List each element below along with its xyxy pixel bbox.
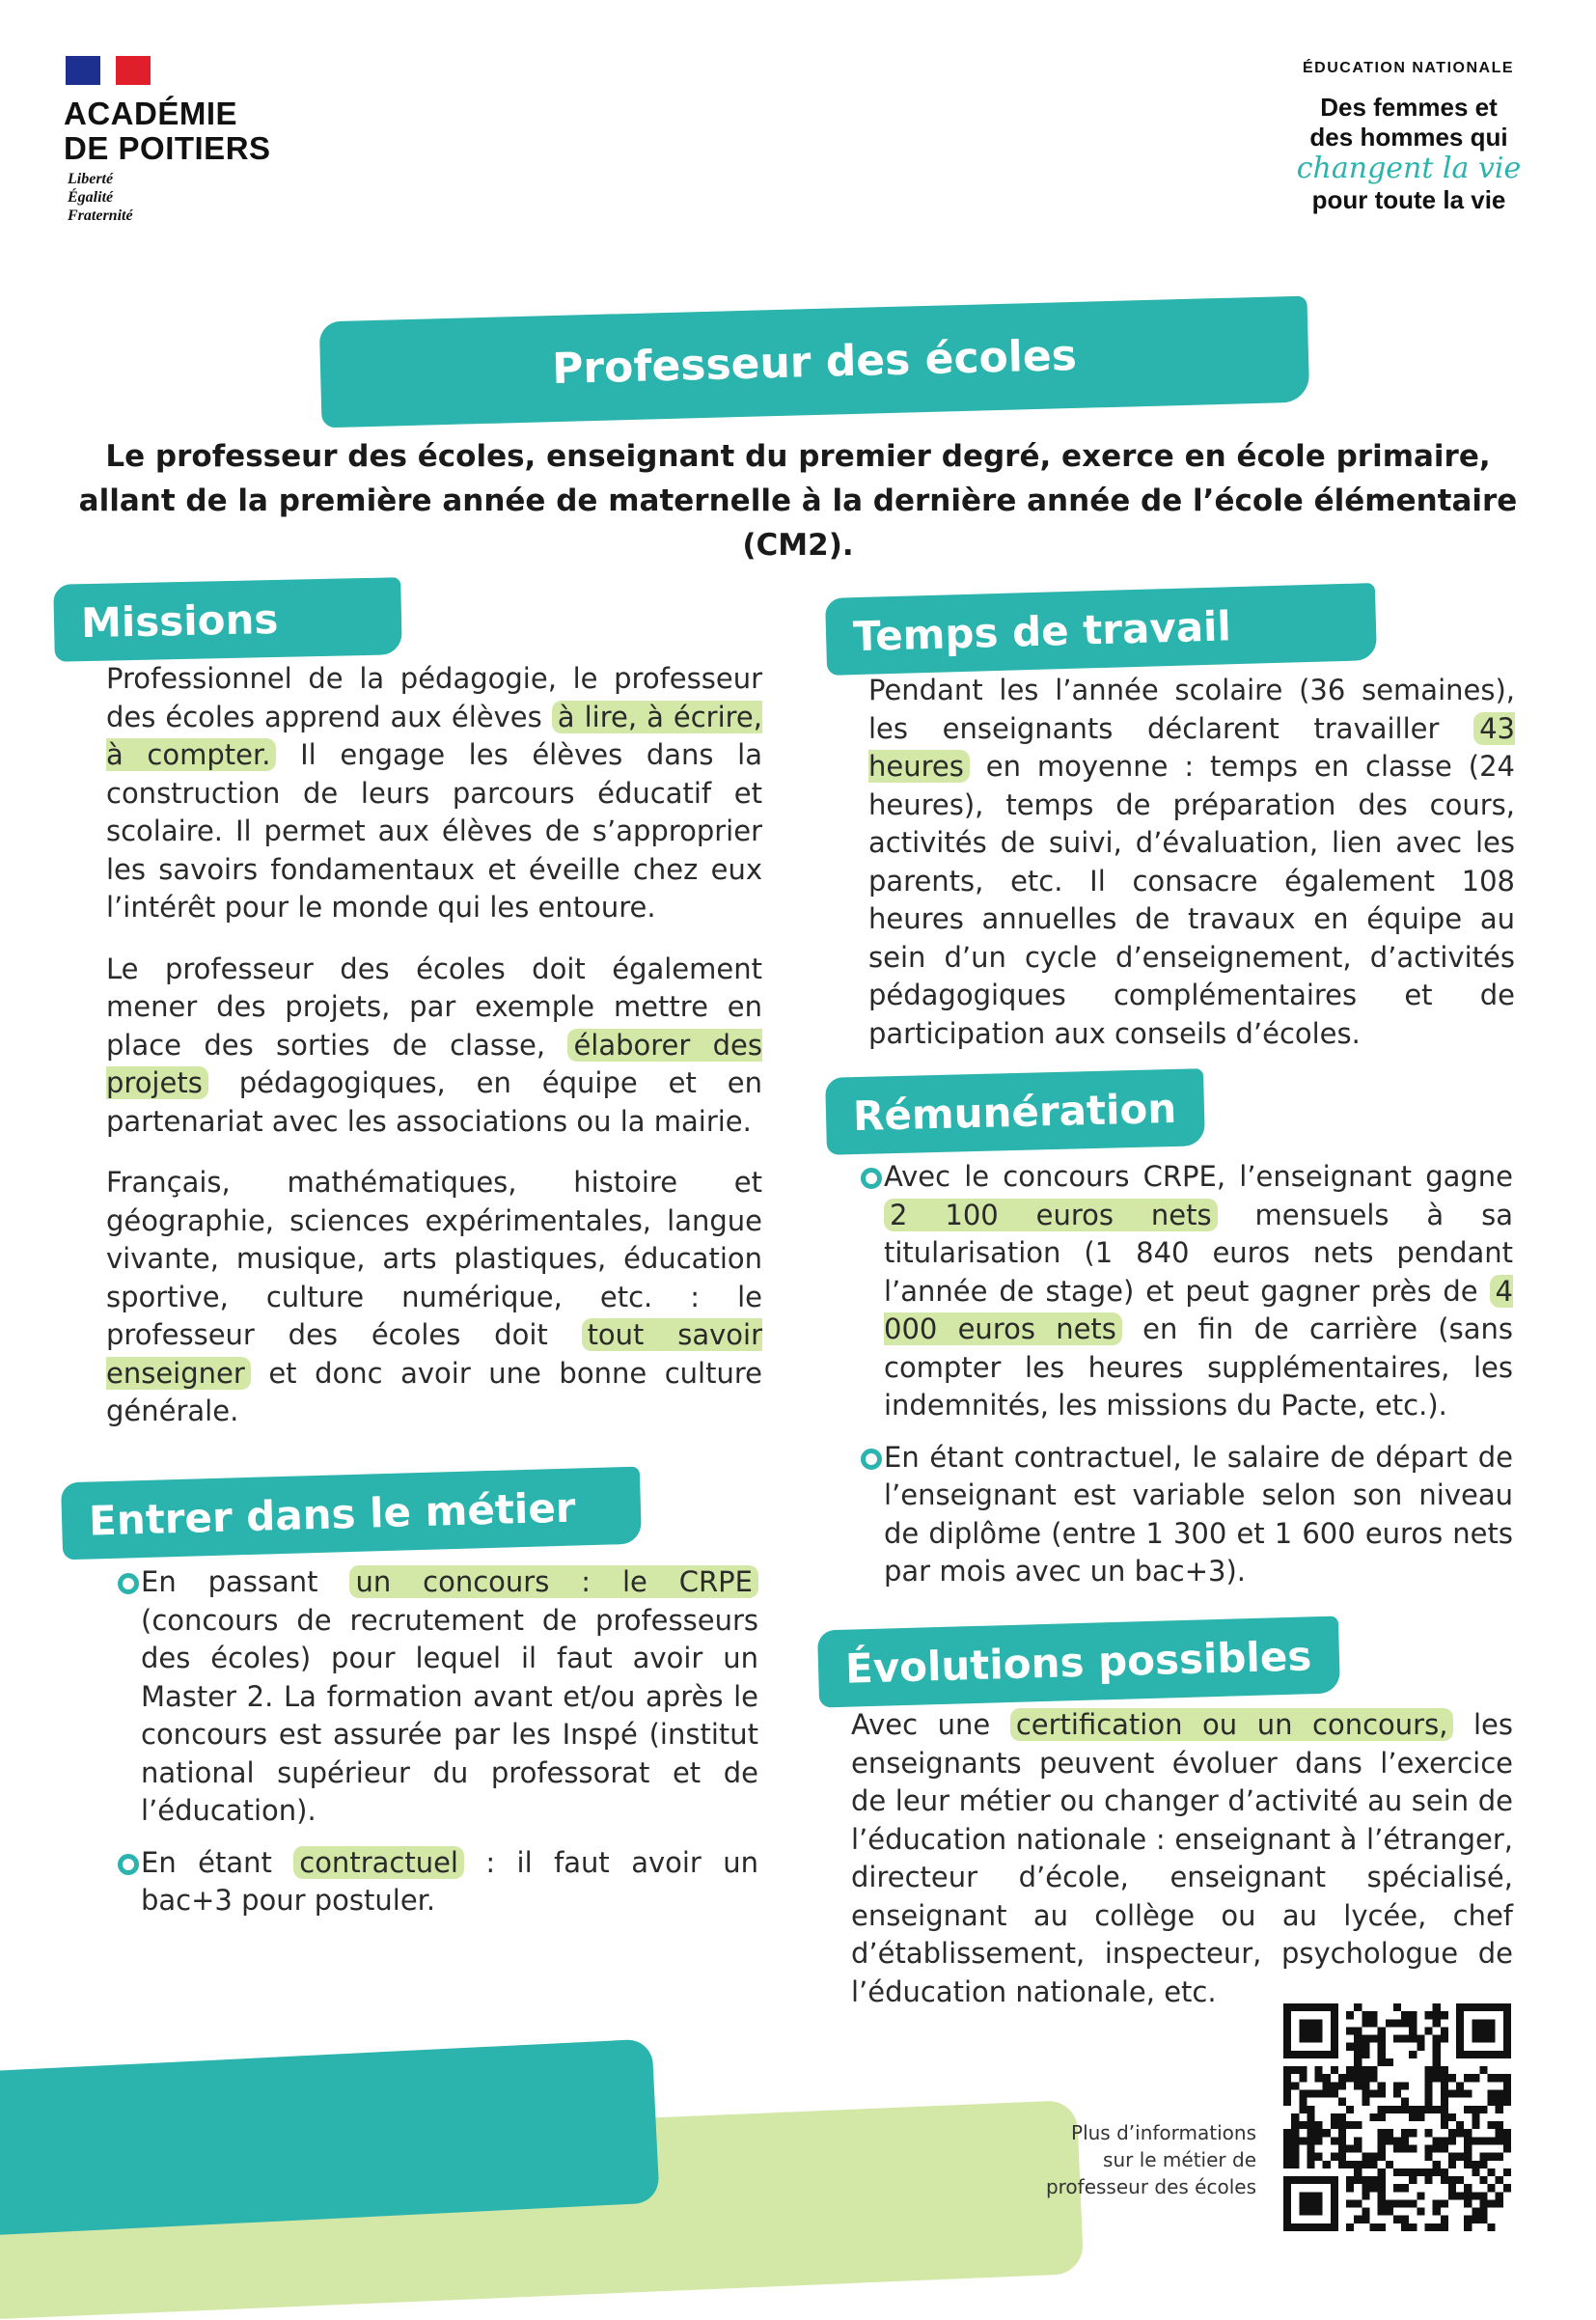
remuneration-heading: Rémunération <box>852 1084 1177 1140</box>
qr-code-icon[interactable] <box>1283 2003 1511 2231</box>
temps-content <box>868 672 1515 1076</box>
highlight: un concours : le CRPE <box>349 1565 758 1598</box>
evolutions-paragraph-1: Avec une certification ou un concours, les enseignants peuvent évoluer dans l’exercice de leur métier ou changer d’activité au sein de l’éducation nationale : enseignant à l’étranger, directeur d’école, enseignant spécialisé, enseignant au collège ou au lycée, chef d’établissement, inspecteur, psychologue de l’éducation nationale, etc. <box>851 1708 1513 2008</box>
academie-name <box>64 97 271 166</box>
entrer-bullet-2: En étant contractuel : il faut avoir un bac+3 pour postuler. <box>141 1844 758 1920</box>
motto-egalite: Égalité <box>68 189 114 206</box>
highlight: élaborer des projets <box>106 1028 762 1099</box>
qr-caption <box>1004 2119 1256 2200</box>
motto-liberte: Liberté <box>68 171 114 187</box>
temps-heading-banner <box>825 583 1377 676</box>
tagline <box>1274 93 1544 215</box>
remuneration-heading-banner <box>825 1068 1205 1155</box>
highlight: à lire, à écrire, à compter. <box>106 700 762 771</box>
highlight: 4 000 euros nets <box>884 1274 1513 1345</box>
qr-caption-line-3: professeur des écoles <box>1045 2175 1256 2198</box>
evolutions-content <box>851 1706 1513 2034</box>
highlight: 43 heures <box>868 711 1515 783</box>
remuneration-content <box>884 1158 1513 1605</box>
bottom-teal-brush <box>0 2039 660 2237</box>
missions-paragraph-1: Professionnel de la pédagogie, le professeur des écoles apprend aux élèves à lire, à écrire, à compter. Il engage les élèves dans la construction de leurs parcours éducatif et scolaire. Il permet aux élèves de s’approprier les savoirs fondamentaux et éveille chez eux l’intérêt pour le monde qui les entoure. <box>106 662 762 924</box>
highlight: 2 100 euros nets <box>884 1199 1218 1231</box>
highlight: certification ou un concours, <box>1010 1708 1454 1741</box>
tagline-line-2: des hommes qui <box>1309 123 1508 152</box>
entrer-heading: Entrer dans le métier <box>88 1483 577 1545</box>
highlight: tout savoir enseigner <box>106 1318 762 1390</box>
page-title: Professeur des écoles <box>551 330 1078 394</box>
missions-paragraph-2: Le professeur des écoles doit également mener des projets, par exemple mettre en place des sorties de classe, élaborer des projets pédagogiques, en équipe et en partenariat avec les associations ou la mairie. <box>106 952 762 1138</box>
republic-motto <box>68 170 133 225</box>
remuneration-bullet-1: Avec le concours CRPE, l’enseignant gagne 2 100 euros nets mensuels à sa titularisation (1 840 euros nets pendant l’année de stage) et peut gagner près de 4 000 euros nets en fin de carrière (sans compter les heures supplémentaires, les indemnités, les missions du Pacte, etc.). <box>884 1158 1513 1425</box>
tagline-line-1: Des femmes et <box>1320 93 1498 122</box>
academie-line-2: DE POITIERS <box>64 130 271 166</box>
qr-caption-line-2: sur le métier de <box>1103 2148 1256 2171</box>
entrer-bullet-1: En passant un concours : le CRPE (concours de recrutement de professeurs des écoles) pour lequel il faut avoir un Master 2. La formation avant et/ou après le concours est assurée par les Inspé (institut national supérieur du professorat et de l’éducation). <box>141 1563 758 1831</box>
highlight: contractuel <box>293 1846 464 1879</box>
missions-content <box>106 660 762 1454</box>
missions-heading: Missions <box>80 594 279 647</box>
entrer-content <box>141 1563 758 1934</box>
marianne-logo-flag <box>66 56 151 85</box>
tagline-script: changent la vie <box>1296 152 1522 185</box>
qr-caption-line-1: Plus d’informations <box>1071 2121 1256 2144</box>
entrer-heading-banner <box>61 1467 642 1560</box>
page-title-banner <box>319 296 1310 428</box>
remuneration-bullet-2: En étant contractuel, le salaire de départ de l’enseignant est variable selon son niveau de diplôme (entre 1 300 et 1 600 euros nets par mois avec un bac+3). <box>884 1439 1513 1591</box>
evolutions-heading-banner <box>817 1616 1340 1707</box>
academie-line-1: ACADÉMIE <box>64 96 238 131</box>
education-nationale-label: ÉDUCATION NATIONALE <box>1303 60 1515 76</box>
missions-heading-banner <box>53 577 402 662</box>
missions-paragraph-3: Français, mathématiques, histoire et géographie, sciences expérimentales, langue vivante, musique, arts plastiques, éducation sportive, culture numérique, etc. : le professeur des écoles doit tout savoir enseigner et donc avoir une bonne culture générale. <box>106 1166 762 1427</box>
motto-fraternite: Fraternité <box>68 207 133 224</box>
intro-text: Le professeur des écoles, enseignant du premier degré, exerce en école primaire, allant de la première année de maternelle à la dernière année de l’école élémentaire (CM2). <box>78 439 1518 563</box>
evolutions-heading: Évolutions possibles <box>844 1631 1312 1693</box>
tagline-line-3: pour toute la vie <box>1311 185 1506 214</box>
temps-heading: Temps de travail <box>852 601 1232 660</box>
temps-paragraph-1: Pendant les l’année scolaire (36 semaines), les enseignants déclarent travailler 43 heures en moyenne : temps en classe (24 heures), temps de préparation des cours, activités de suivi, d’évaluation, lien avec les parents, etc. Il consacre également 108 heures annuelles de travaux en équipe au sein d’un cycle d’enseignement, d’activités pédagogiques complémentaires et de participation aux conseils d’écoles. <box>868 674 1515 1050</box>
